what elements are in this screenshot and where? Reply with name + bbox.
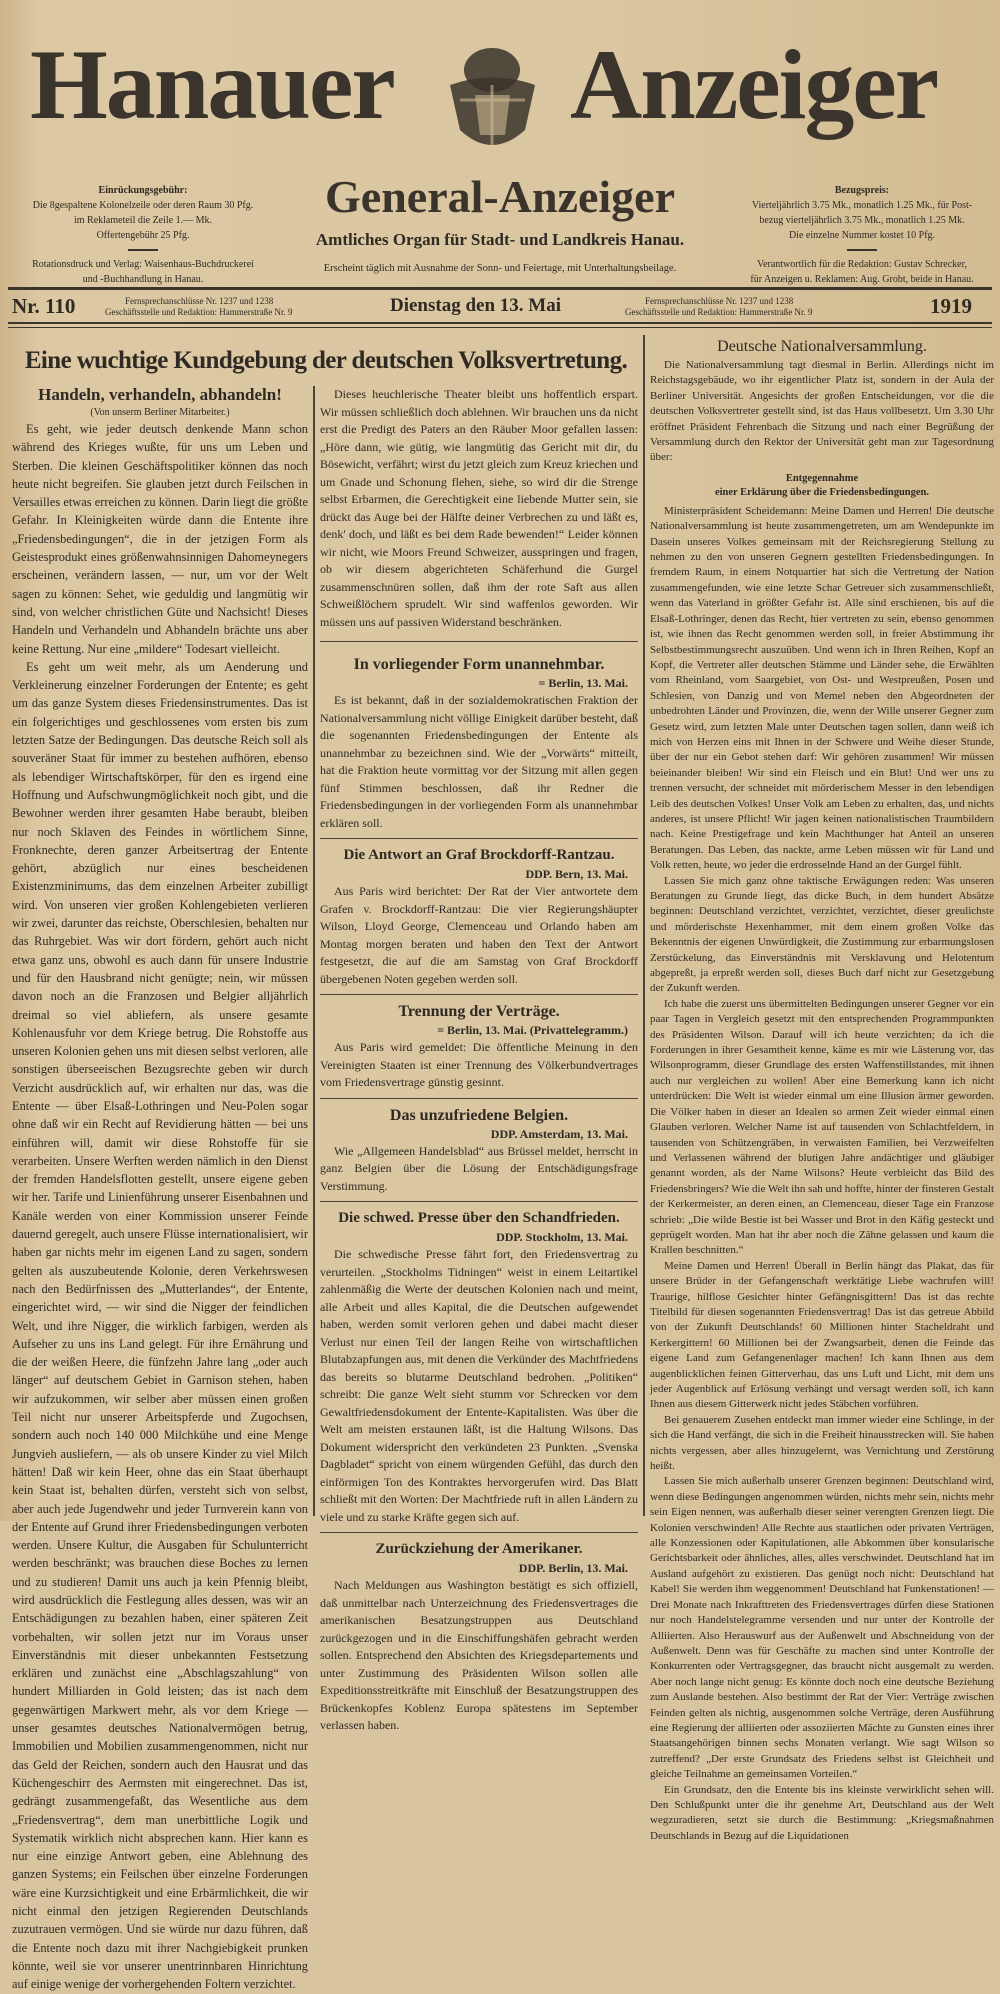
article-nationalversammlung	[650, 336, 994, 1844]
publisher-line: Rotationsdruck und Verlag: Waisenhaus-Buchdruckerei	[32, 259, 254, 270]
subscription-line: Vierteljährlich 3.75 Mk., monatlich 1.25 Mk., für Post-	[751, 200, 973, 211]
phone-info-right	[625, 296, 812, 318]
article-text: Wie „Allgemeen Handelsblad“ aus Brüssel meldet, herrscht in ganz Belgien über die Lösung der Entschädigungsfrage Verstimmung.	[320, 1143, 638, 1193]
article-paragraph: Meine Damen und Herren! Überall in Berlin hängt das Plakat, das für unsere Brüder in der Gefangenschaft werktätige Liebe wachrufen will! Traurige, hilflose Gesichter hinter Gefängnisgittern! Das ist das rechte Titelbild für diesen sogenannten Friedensvertrag! Das ist das getreue Abbild von der Zukunft Deutschlands! 60 Millionen hinter Stacheldraht und Kerkergittern! 60 Millionen bei der Zwangsarbeit, denen die Feinde das eigene Land zum Gefangenenlager machen! Ich kann Ihnen aus dem augenblicklichen feinen Gitterverhau, das uns Luft und Licht, mit dem uns jeder Augenblick auf Erlösung verhängt und versagt werden soll, ich kann Ihnen aus diesem Gitterwerk nicht jedes Stäbchen vorführen.	[650, 1259, 994, 1411]
article-trennung	[320, 1001, 638, 1092]
article-handeln	[12, 384, 308, 1994]
article-byline: (Von unserm Berliner Mitarbeiter.)	[90, 407, 230, 418]
article-amerikaner	[320, 1539, 638, 1735]
divider	[128, 249, 158, 251]
article-paragraph: Es geht, wie jeder deutsch denkende Mann schon während des Krieges wußte, für uns um Leben und Sterben. Die kleinen Geschäftspolitiker können das noch heute nicht begreifen. Sie glauben jetzt durch Feilschen in Versailles etwas erreichen zu können. Darin liegt die größte Gefahr. In Kleinigkeiten würde dann die Entente ihre „Friedensbedingungen“, die in der jetzigen Form als Geistesprodukt eines größenwahnsinnigen Dahomeynegers erscheinen, verändern lassen, — nur, um vor der Welt sagen zu können: Sehet, wie geduldig und langmütig wir sind, von welcher christlichen Güte und Nachsicht! Dieses Handeln und Verhandeln und Abhandeln brächte uns aber keine Rettung. Nur eine „mildere“ Todesart vielleicht.	[12, 422, 308, 656]
article-paragraph: Ministerpräsident Scheidemann: Meine Damen und Herren! Die deutsche Nationalversammlung ist heute zusammengetreten, um am Wendepunkte im Dasein unseres Volkes gemeinsam mit der Reichsregierung Stellung zu nehmen zu den von unseren Gegnern gestellten Friedensbedingungen. In fremdem Raum, in einem Notquartier hat sich die Vertretung der Nation zusammengefunden, wie eine letzte Schar Getreuer sich zusammenschließt, wenn das Vaterland in größter Gefahr ist. Alle sind erschienen, bis auf die Elsaß-Lothringer, denen das Recht, hier vertreten zu sein, ebenso genommen ist, wie ihnen das Recht genommen werden soll, in freier Abstimmung ihr Selbstbestimmungsrecht auszuüben. Und wenn ich in Ihren Reihen, Kopf an Kopf, die Vertreter aller deutschen Stämme und Länder sehe, die Erwählten vom Rheinland, vom Saargebiet, von Ost- und Westpreußen, Posen und Schlesien, von Danzig und von Memel neben den Abgeordneten der unbedrohten Länder und Provinzen, die, wenn der Wille unserer Gegner zum Gesetz wird, zum letzten Male unter Deutschen tagen sollen, dann weiß ich mich von Herzen eins mit Ihnen in der Schwere und Weihe dieser Stunde, über der nur ein Gebot stehen darf: Wir gehören zusammen! Wir müssen beieinander bleiben! Wir sind ein Fleisch und ein Blut! Und wer uns zu trennen versucht, der schneidet mit mörderischem Messer in den lebendigen Leib des deutschen Volkes! Unser Volk am Leben zu erhalten, das, und nichts anderes, ist unsere Pflicht! Wir jagen keinen nationalistischen Traumbildern nach. Keine Prestigefrage und kein Machthunger hat Anteil an unseren Beratungen. Das Leben, das nackte, arme Leben müssen wir für Land und Volk retten, heute, wo jeder die erdrosselnde Hand an der Gurgel fühlt.	[650, 504, 994, 872]
phone-line: Fernsprechanschlüsse Nr. 1237 und 1238	[125, 296, 274, 306]
masthead-subtitle: General-Anzeiger	[325, 171, 675, 222]
main-headline: Eine wuchtige Kundgebung der deutschen Volksvertretung.	[24, 347, 628, 374]
article-title: Das unzufriedene Belgien.	[389, 1106, 569, 1124]
article-title: Die Antwort an Graf Brockdorff-Rantzau.	[343, 847, 615, 863]
publisher-line: und -Buchhandlung in Hanau.	[82, 274, 204, 285]
phone-line: Fernsprechanschlüsse Nr. 1237 und 1238	[645, 296, 794, 306]
ad-rates-line: Offertengebühr 25 Pfg.	[96, 230, 190, 241]
article-subheading: Entgegennahme	[785, 472, 859, 484]
article-subheading: einer Erklärung über die Friedensbedingungen.	[714, 486, 929, 498]
article-paragraph: Lassen Sie mich außerhalb unserer Grenzen beginnen: Deutschland wird, wenn diese Bedingungen angenommen würden, nichts mehr sein, nichts mehr sein Eigen nennen, was außerhalb dieser seiner verengten Grenzen liegt. Die Kolonien verschwinden! Alle Rechte aus staatlichen oder privaten Verträgen, alle Konzessionen oder Kapitulationen, alle Abkommen über konsularische Gerichtsbarkeit oder ähnliches, alles, alles verschwindet. Deutschland hat im Ausland aufgehört zu existieren. Das genügt noch nicht: Deutschland hat Kabel! Sie werden ihm weggenommen! Deutschland hat Funkenstationen! — Drei Monate nach Inkrafttreten des Friedensvertrages dürfen diese Stationen nur noch Handelstelegramme versenden und nur unter der Kontrolle der Alliierten. Also Herauswurf aus der Außenwelt und Abschneidung von der Außenwelt. Denn was für Geschäfte zu machen sind unter Kontrolle der Konkurrenten oder Vertragsgegner, das braucht nicht ausgemalt zu werden. Aber noch lange nicht genug: Es könnte doch noch eine deutsche Beziehung zum Auslande bestehen. Also bestimmt der Rat der Vier: Verträge zwischen Feinden gelten als nichtig, ausgenommen solche Verträge, deren Ausführung eine Regierung der alliierten oder assoziierten Mächte zu Gunsten eines ihrer Staatsangehörigen binnen sechs Monaten verlangt. Wie sagt Wilson so zutreffend? „Der erste Grundsatz des Friedens selbst ist Gleichheit und gleiche Teilnahme an gemeinsamen Vorteilen.“	[650, 1475, 994, 1781]
dateline-rule	[8, 327, 992, 328]
article-dateline: DDP. Amsterdam, 13. Mai.	[490, 1126, 628, 1141]
article-title: Die schwed. Presse über den Schandfrieden.	[338, 1210, 620, 1226]
responsible-line: für Anzeigen u. Reklamen: Aug. Grobt, beide in Hanau.	[750, 274, 974, 285]
subscription-heading: Bezugspreis:	[834, 185, 890, 196]
dateline-rule	[8, 322, 992, 324]
ad-rates-heading: Einrückungsgebühr:	[98, 185, 188, 196]
divider	[320, 1201, 638, 1202]
divider	[320, 994, 638, 995]
article-title: Trennung der Verträge.	[398, 1003, 560, 1020]
article-unannehmbar	[320, 654, 638, 832]
article-paragraph: Ich habe die zuerst uns übermittelten Bedingungen unserer Gegner vor ein paar Tagen in Vergleich gesetzt mit den entsprechenden Programmpunkten des Präsidenten Wilson. Darauf will ich heute verzichten; da ich die Forderungen in ihrer Gesamtheit kenne, käme es mir wie Lästerung vor, das Wilsonprogramm, dieser Grundlage des ersten Waffenstillstandes, mit ihnen auch nur vergleichen zu wollen! Aber eine Bemerkung kann ich nicht unterdrücken: Die Welt ist wieder einmal um eine Illusion ärmer geworden. Die Völker haben in dieser an Idealen so armen Zeit wieder einmal einen Glauben verloren. Welcher Name ist auf tausenden von Schlachtfeldern, in tausenden von Schützengräben, in verwaisten Familien, bei Verzweifelten und Verlassenen während der blutigen Jahre andächtiger und gläubiger genannt worden, als der Name Wilsons? Heute verbleicht das Bild des Friedensbringers? Wie die Welt ihn sah und hoffte, hinter der finsteren Gestalt der Kerkermeister, an deren einen, an Clemenceau, dieser Tage ein Franzose schrieb: „Die wilde Bestie ist bei Wasser und Brot in den Käfig gesteckt und geprügelt worden. Man hat ihr aber noch die Zähne gelassen und kaum die Krallen beschnitten.“	[650, 997, 994, 1257]
article-title: Handeln, verhandeln, abhandeln!	[38, 385, 282, 404]
article-text: Aus Paris wird gemeldet: Die öffentliche Meinung in den Vereinigten Staaten ist einer Trennung des Völkerbundvertrages vom Friedensvertrage günstig gesinnt.	[320, 1040, 638, 1089]
divider	[847, 249, 877, 251]
divider	[320, 1098, 638, 1099]
eagle-crest-icon	[430, 40, 555, 160]
article-dateline: DDP. Stockholm, 13. Mai.	[496, 1230, 628, 1244]
article-title: Zurückziehung der Amerikaner.	[375, 1541, 583, 1557]
address-line: Geschäftsstelle und Redaktion: Hammerstraße Nr. 9	[625, 307, 813, 317]
article-dateline: DDP. Bern, 13. Mai.	[525, 867, 628, 881]
issue-year: 1919	[930, 294, 972, 318]
divider	[320, 838, 638, 839]
ad-rates-line: im Reklameteil die Zeile 1.— Mk.	[73, 215, 213, 226]
issue-date: Dienstag den 13. Mai	[390, 295, 561, 316]
article-text: Aus Paris wird berichtet: Der Rat der Vier antwortete dem Grafen v. Brockdorff-Rantzau: Die vier Regierungshäupter Wilson, Lloyd George, Clemenceau und Orlando haben am Montag morgen beraten und haben den Text der Antwort festgesetzt, die auf die am Samstag von Graf Brockdorff übergebenen Noten gegeben werden soll.	[320, 884, 638, 986]
article-paragraph: Bei genauerem Zusehen entdeckt man immer wieder eine Schlinge, in der sich die Hand verfängt, die sich in die Freiheit hinausstrecken will. Sie haben nichts vergessen, aber alles hinzugelernt, was Vernichtung und Zerstörung heißt.	[650, 1413, 994, 1473]
subscription-box	[732, 183, 992, 287]
article-paragraph: Lassen Sie mich ganz ohne taktische Erwägungen reden: Was unseren Beratungen zu Grunde liegt, das dicke Buch, in dem hundert Absätze beginnen: Deutschland verzichtet, verzichtet, verzichtet, dieser greulichste und mörderischste Hexenhammer, mit dem einem großen Volke das Bekenntnis der eigenen Unwürdigkeit, die Zustimmung zur erbarmungslosen Zerstückelung, das Einverständnis mit Versklavung und Helotentum abgepreßt, ja erpreßt werden soll, dieses Buch darf nicht zur Gesetzgebung der Zukunft werden.	[650, 874, 994, 995]
article-paragraph: Ein Grundsatz, den die Entente bis ins kleinste verwirklicht sehen will. Den Schlußpunkt unter die ihr genehme Art, Deutschland aus der Welt wegzuradieren, setzt sie durch die Bestimmung: „Kriegsmaßnahmen Deutschlands in Bezug auf die Liquidationen	[650, 1783, 994, 1842]
phone-info-left	[105, 296, 292, 318]
article-brockdorff	[320, 845, 638, 988]
responsible-line: Verantwortlich für die Redaktion: Gustav Schrecker,	[756, 259, 968, 270]
masthead-publication-note: Erscheint täglich mit Ausnahme der Sonn- und Feiertage, mit Unterhaltungsbeilage.	[323, 263, 677, 274]
article-dateline: DDP. Berlin, 13. Mai.	[518, 1561, 628, 1575]
divider	[320, 1532, 638, 1533]
ad-rates-line: Die 8gespaltene Kolonelzeile oder deren Raum 30 Pfg.	[32, 200, 254, 211]
article-text: Die schwedische Presse fährt fort, den Friedensvertrag zu verurteilen. „Stockholms Tidningen“ weist in einem Leitartikel zahlenmäßig die Werte der deutschen Kolonien nach und meint, alle Arbeit und alles Kapital, die die Deutschen aufgewendet haben, werden somit verloren gehen und dabei macht dieser Verlust nur einen Teil der langen Reihe von wirtschaftlichen Blutabzapfungen aus, mit denen die Verkünder des Machtfriedens das bereits so blutarme Deutschland bedrohen. „Politiken“ schreibt: Die ganze Welt sieht stumm vor Schrecken vor dem Gewaltfriedensdokument der Entente-Kapitalisten. Was über die Welt am meisten erstaunen läßt, ist die Haltung Wilsons. Das Dokument widerspricht den verkündeten 23 Punkten. „Svenska Dagbladet“ spricht von einem würgenden Gefühl, das durch den einförmigen Ton des Kontraktes hervorgerufen wird. Das Blatt schließt mit den Worten: Der Machtfriede ruft in allen Ländern zu viele und zu starke Kräfte gegen sich auf.	[320, 1247, 638, 1524]
article-dateline: = Berlin, 13. Mai. (Privattelegramm.)	[437, 1023, 628, 1037]
subscription-line: Die einzelne Nummer kostet 10 Pfg.	[788, 230, 936, 241]
article-text: Nach Meldungen aus Washington bestätigt es sich offiziell, daß unmittelbar nach Unterzeichnung des Friedensvertrages die amerikanischen Besatzungstruppen aus Deutschland zurückgezogen und in die Einschiffungshäfen gebracht werden sollen. Entsprechend den Absichten des Kriegsdepartements und unter Zustimmung des Präsidenten Wilson sollen alle Expeditionsstreitkräfte mit Einschluß der Besatzungstruppen des Brückenkopfes Koblenz Europa spätestens im September verlassen haben.	[320, 1578, 638, 1732]
article-schwedische-presse	[320, 1208, 638, 1526]
column-rule	[643, 335, 645, 1516]
masthead-title-right: Anzeiger	[570, 29, 938, 140]
article-belgien	[320, 1105, 638, 1196]
subscription-line: bezug vierteljährlich 3.75 Mk., monatlich 1.25 Mk.	[759, 215, 965, 226]
masthead-title-left: Hanauer	[30, 29, 394, 140]
masthead-organ: Amtliches Organ für Stadt- und Landkreis Hanau.	[315, 230, 685, 249]
article-dateline: = Berlin, 13. Mai.	[538, 676, 628, 690]
article-title: In vorliegender Form unannehmbar.	[353, 656, 605, 673]
article-text: Es ist bekannt, daß in der sozialdemokratischen Fraktion der Nationalversammlung nicht völlige Einigkeit darüber besteht, daß die sogenannten Friedensbedingungen der Entente als unannehmbar zu bezeichnen sind. Wie der „Vorwärts“ mitteilt, hat die Fraktion heute vormittag vor der Sitzung mit allen gegen fünf Stimmen beschlossen, daß ihr Redner die Friedensbedingungen in der vorliegenden Form als unannehmbar erklären soll.	[320, 693, 638, 830]
article-paragraph: Die Nationalversammlung tagt diesmal in Berlin. Allerdings nicht im Reichstagsgebäude, wo ihr eigentlicher Platz ist, sondern in der Aula der Berliner Universität. Angesichts der großen Entscheidungen, vor die die deutschen Volksvertreter gestellt sind, ist das Haus vollbesetzt. Um 3.30 Uhr eröffnet Präsident Fehrenbach die Sitzung und nach einer Begrüßung der Versammlung durch den Rektor der Universität geht man zur Tagesordnung über:	[650, 359, 994, 464]
address-line: Geschäftsstelle und Redaktion: Hammerstraße Nr. 9	[105, 307, 293, 317]
article-continuation: Dieses heuchlerische Theater bleibt uns hoffentlich erspart. Wir müssen schließlich doch ablehnen. Wir brauchen uns da nicht erst die Predigt des Paters an den Räuber Moor gefallen lassen: „Höre dann, wie gütig, wie langmütig das Gericht mit dir, du Bösewicht, verfährt; wirst du jetzt gleich zum Kreuz kriechen und um Gnade und Schonung flehen, siehe, so wird dir die Strenge selbst Erbarmen, die Gerechtigkeit eine liebende Mutter sein, sie drückt das Auge bei der Hälfte deiner Verbrechen zu und läßt es, denk' doch, und läßt es bei dem Rade bewenden!“ Leider können wir nicht, wie Moors Freund Schweizer, ausspringen und fragen, ob wir diesem abgerichteten Schäferhund die Gurgel zusammenschnüren sollen, daß ihm der rote Saft aus allen Schweißlöchern sprudelt. Wir sind waffenlos geworden. Wir müssen uns auf passiven Widerstand beschränken.	[320, 387, 638, 629]
divider	[320, 641, 638, 642]
article-paragraph: Es geht um weit mehr, als um Aenderung und Verkleinerung einzelner Forderungen der Entente; es geht um das ganze System dieses Friedensinstrumentes. Das ist ein folgerichtiges und geschlossenes vom ersten bis zum letzten Satze der Bedingungen. Das deutsche Reich soll als souveräner Staat für immer zu bestehen aufhören, ebenso als lebendiger Wirtschaftskörper, für den es irgend eine Hoffnung und Aufschwungmöglichkeit noch gibt, und die Bewohner werden ihrer gesamten Habe beraubt, bleiben nur noch Sklaven des Feindes in wörtlichem Sinne, Fronknechte, deren ganzer Arbeitsertrag der Entente gehört, abzüglich nur eines bescheidenen Existenzminimums, das dem einzelnen Arbeiter zubilligt wird. Von unseren vier großen Kohlengebieten verlieren wir zwei, darunter das reichste, Oberschlesien, behalten nur das Ruhrgebiet. Was wir dort fördern, gehört auch nicht etwa ganz uns, obwohl es auch dann für unsere Industrie und für den Hausbrand nicht genügte; nein, wir müssen davon noch an die Franzosen und Belgier alljährlich dreimal so viel abliefern, als unsere gesamte Kohlenausfuhr vor dem Kriege betrug. Die Rohstoffe aus unseren Kolonien gehen uns mit diesen selbst verloren, alle sonstigen überseeischen Bezugsrechte geben wir durch Verzicht ausdrücklich auf, wir erhalten nur das, was die Entente — über Elsaß-Lothringen und Neu-Polen sogar ohne daß wir ein Recht auf Revidierung hätten — bei uns einführen will, damit wir diese Rohstoffe für sie verarbeiten. Unsere Werften werden nämlich in den Dienst der fremden Handelsflotten gestellt, unsere eigene geben wir her. Tarife und Linienführung unserer Eisenbahnen und Kanäle werden von einer Kommission unserer Feinde dauernd geregelt, auch unsere Flüsse internationalisiert, wir haben gar nichts mehr im eigenen Land zu sagen, sondern gelten als auszubeutende Kolonie, deren Verkehrswesen nach den Bedürfnissen des „Mutterlandes“, der Entente, eingerichtet wird, — wir sind die Nigger der feindlichen Welt, und ihre Nigger, die wirklich farbigen, werden als Aufseher zu uns ins Land gelegt. Für ihre Ernährung und die der weißen Heere, die fünfzehn Jahre lang „oder auch länger“ auf deutschem Gebiet in Garnison stehen, haben wir aufzukommen, wir selber aber müssen einen großen Teil nicht nur unserer Arbeitspferde und Zugochsen, sondern auch noch 140 000 Milchkühe und eine Menge Jungvieh ausliefern, — als ob unsere Kinder zu viel Milch hätten! Daß wir kein Heer, ohne das ein Staat überhaupt kein Staat ist, behalten dürfen, versteht sich von selbst, aber auch jede Jugendwehr und jeder Turnverein kann von der Entente auf Grund ihrer Friedensbedingungen verboten werden. Unsere Kultur, die Ausgaben für Schulunterricht werden beschränkt; was brauchen diese Boches zu lernen und zu studieren! Damit uns auch ja kein Pfennig bleibt, wird ausdrücklich die Festlegung alles dessen, was wir an Entschädigungen zu bezahlen haben, einer späteren Zeit vorbehalten, wir sollen jetzt nur im Voraus unser Einverständnis mit dieser unbekannten Festsetzung erklären und zunächst eine „Abschlagszahlung“ von hundert Milliarden in Gold leisten; das ist nach dem gegenwärtigen Markwert mehr, als vor dem Kriege — unser gesamtes deutsches Nationalvermögen betrug, Immobilien und Mobilien zusammengenommen, nicht nur das Geld der Reichen, sondern auch den Hausrat und das Küchengeschirr des Aermsten mit eingerechnet. Das ist, gedrängt zusammengefaßt, das Wesentliche aus dem „Friedensvertrag“, dem man unerbittliche Logik und Systematik wirklich nicht absprechen kann. Hier kann es nur eine einzige Antwort geben, eine Ablehnung des ganzen Systems; ein Feilschen über einzelne Forderungen wäre eine Kurzsichtigkeit und eine Erbärmlichkeit, die wir nicht einmal den jetzigen Regierenden Deutschlands zuzutrauen vermögen. Und sie würde nur dazu führen, daß die Entente noch dazu mit ihrer Nachgiebigkeit prunken könnte, weil sie vor unserer unentrinnbaren Hinrichtung auf einige wenige der vorhergehenden Foltern verzichtet.	[12, 659, 308, 1992]
column-2	[320, 386, 638, 1735]
article-title: Deutsche Nationalversammlung.	[717, 338, 927, 355]
masthead-rule	[8, 287, 992, 290]
column-rule	[313, 386, 315, 1516]
issue-number: Nr. 110	[12, 294, 76, 318]
